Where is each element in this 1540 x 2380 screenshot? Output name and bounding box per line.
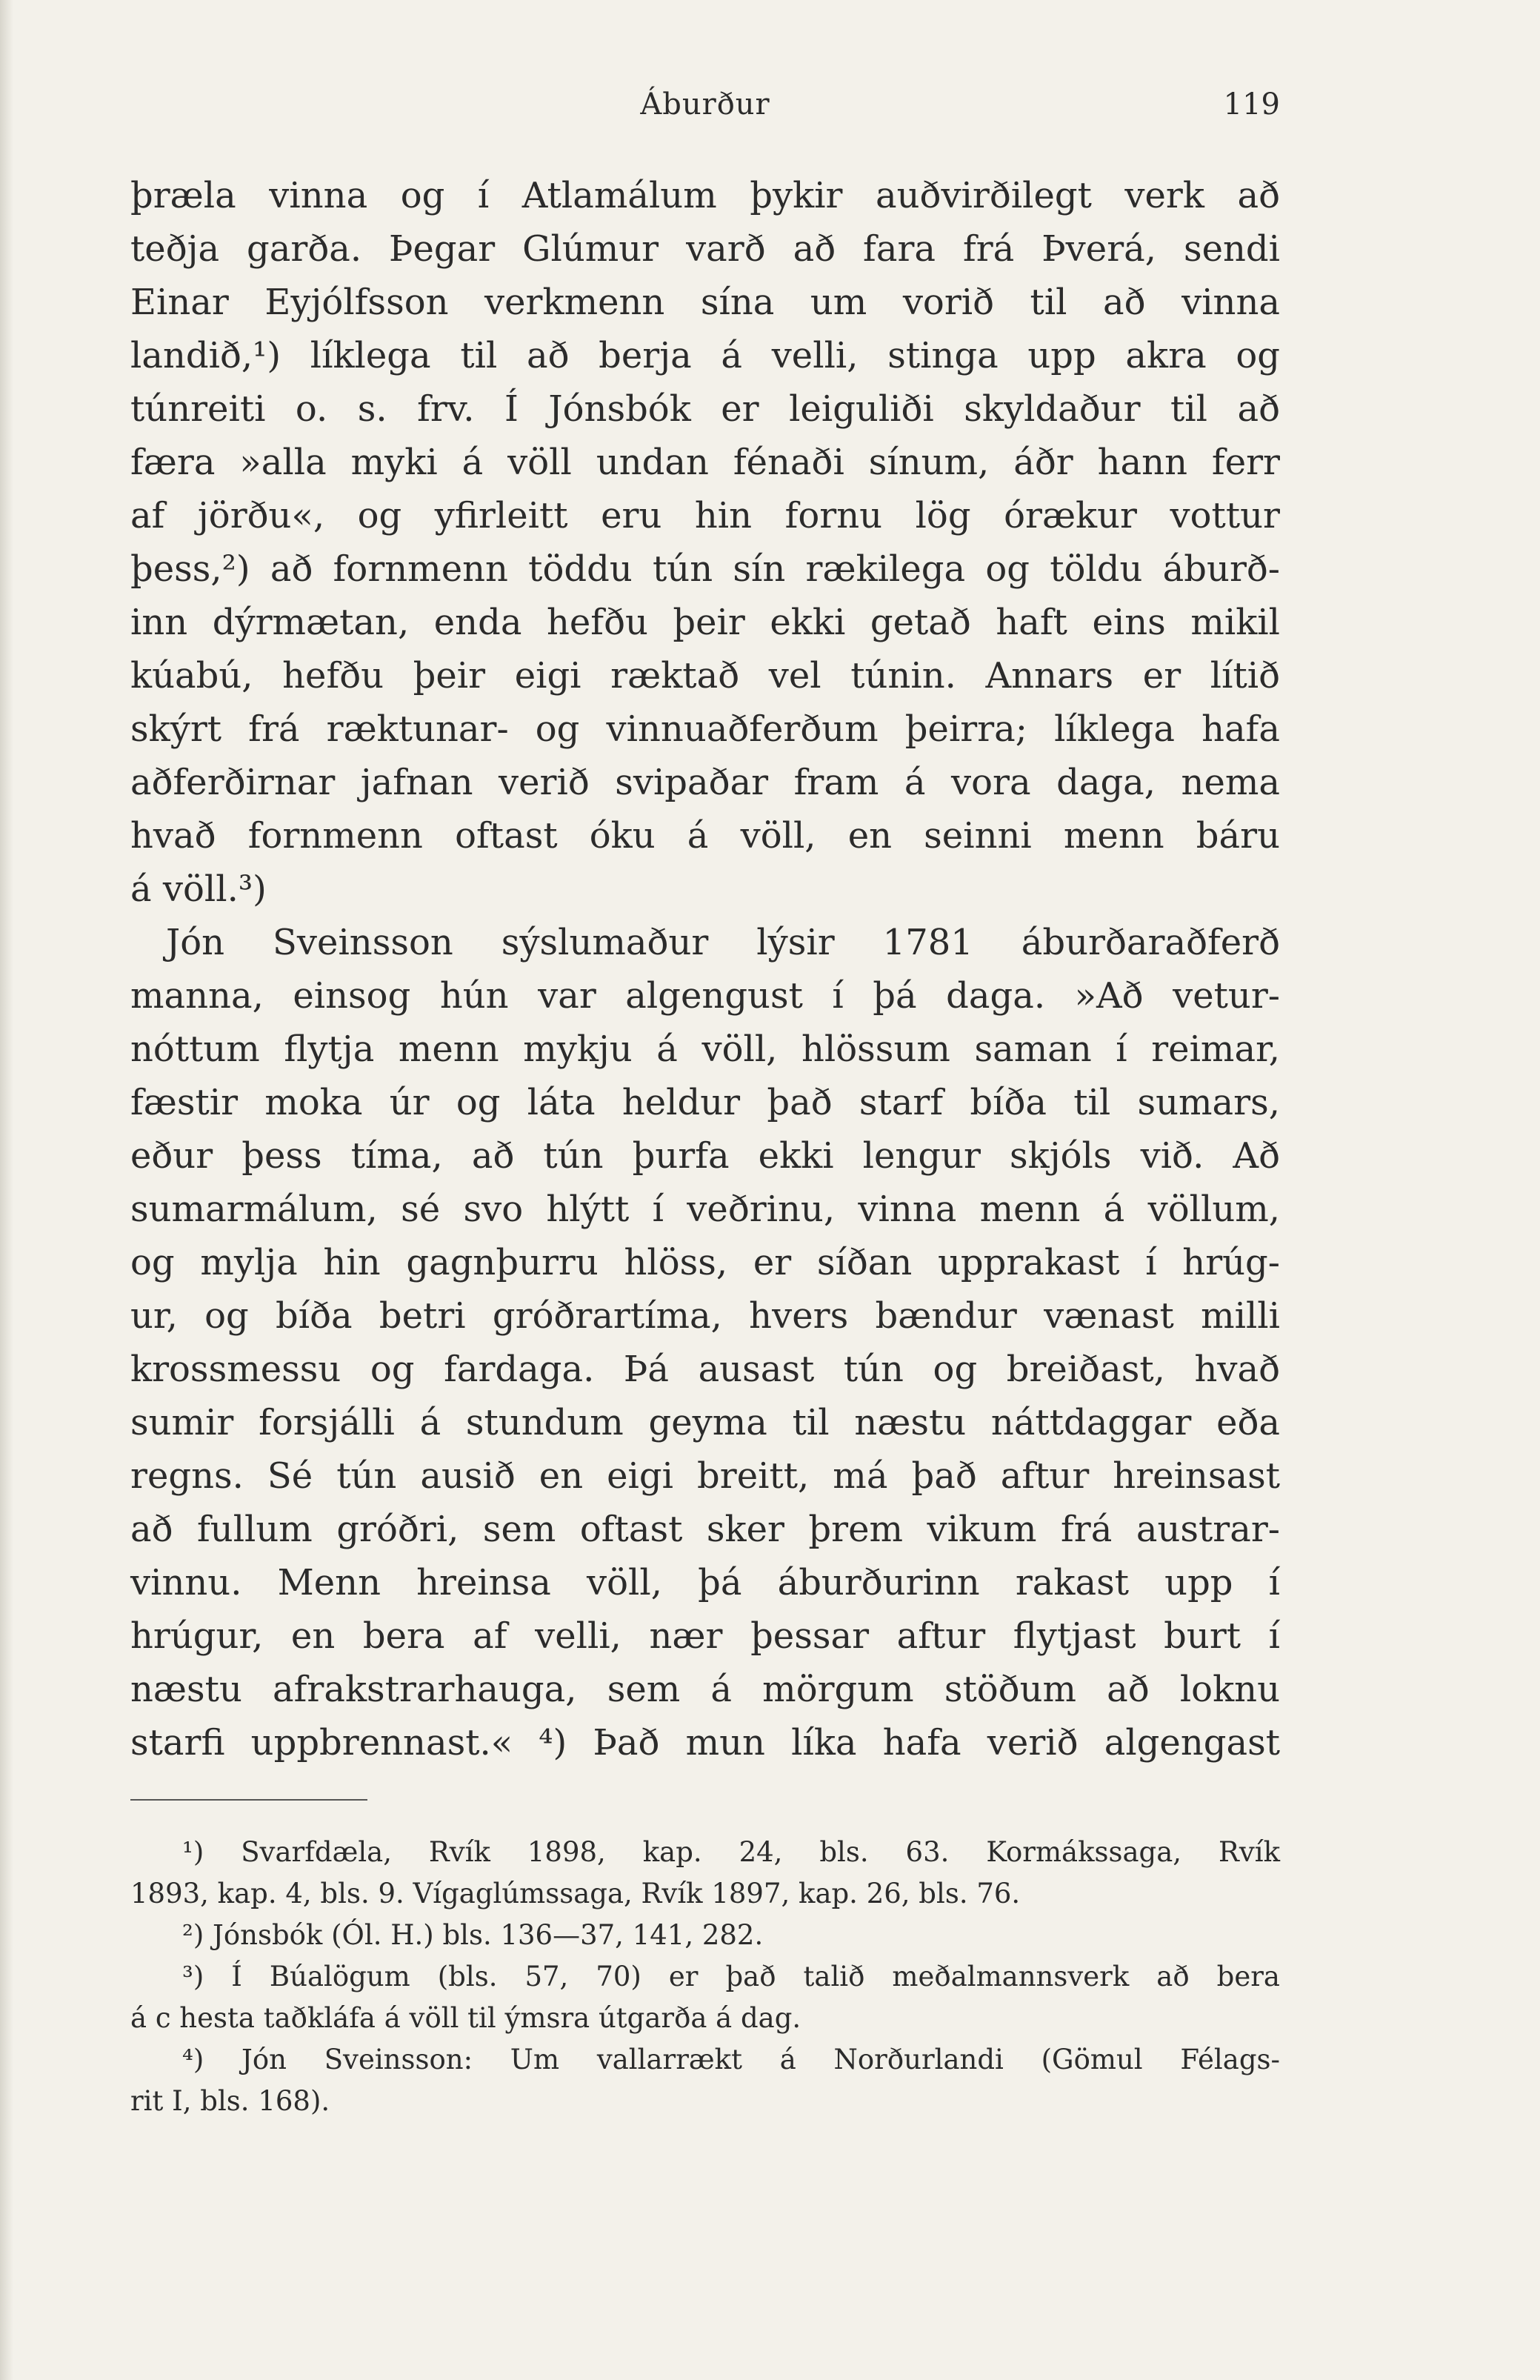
- text-line: fæstir moka úr og láta heldur það starf bíða til sumars,: [130, 1082, 1280, 1123]
- footnote-2: ²) Jónsbók (Ól. H.) bls. 136—37, 141, 282.: [182, 1919, 764, 1951]
- running-head: Áburður: [640, 87, 770, 122]
- text-line: sumarmálum, sé svo hlýtt í veðrinu, vinna menn á völlum,: [130, 1189, 1280, 1230]
- text-line: starfi uppbrennast.« ⁴) Það mun líka hafa verið algengast: [130, 1722, 1280, 1764]
- footnote-1: ¹) Svarfdæla, Rvík 1898, kap. 24, bls. 63. Kormákssaga, Rvík: [182, 1836, 1280, 1868]
- page-header: [130, 87, 1280, 132]
- text-line: nóttum flytja menn mykju á völl, hlössum saman í reimar,: [130, 1028, 1280, 1070]
- text-line: krossmessu og fardaga. Þá ausast tún og breiðast, hvað: [130, 1349, 1280, 1390]
- text-line: landið,¹) líklega til að berja á velli, stinga upp akra og: [130, 335, 1280, 376]
- text-line: af jörðu«, og yfirleitt eru hin fornu lög órækur vottur: [130, 495, 1280, 536]
- body-text: [130, 169, 1280, 1769]
- footnote-3-continued: á c hesta taðkláfa á völl til ýmsra útgarða á dag.: [130, 2002, 801, 2034]
- footnote-4-continued: rit I, bls. 168).: [130, 2085, 330, 2117]
- text-line: regns. Sé tún ausið en eigi breitt, má það aftur hreinsast: [130, 1455, 1280, 1497]
- text-line: teðja garða. Þegar Glúmur varð að fara frá Þverá, sendi: [130, 228, 1280, 270]
- text-line: Einar Eyjólfsson verkmenn sína um vorið til að vinna: [130, 282, 1280, 323]
- footnotes: [130, 1832, 1280, 2122]
- text-line: túnreiti o. s. frv. Í Jónsbók er leiguliði skyldaður til að: [130, 388, 1280, 430]
- text-line: og mylja hin gagnþurru hlöss, er síðan upprakast í hrúg-: [130, 1242, 1280, 1283]
- paragraph-start-line: Jón Sveinsson sýslumaður lýsir 1781 áburðaraðferð: [166, 922, 1280, 963]
- text-line: hvað fornmenn oftast óku á völl, en seinni menn báru: [130, 815, 1280, 857]
- text-line: sumir forsjálli á stundum geyma til næstu náttdaggar eða: [130, 1402, 1280, 1443]
- footnote-4: ⁴) Jón Sveinsson: Um vallarrækt á Norðurlandi (Gömul Félags-: [182, 2044, 1280, 2075]
- text-line: þess,²) að fornmenn töddu tún sín rækilega og töldu áburð-: [130, 548, 1280, 590]
- text-line: aðferðirnar jafnan verið svipaðar fram á vora daga, nema: [130, 762, 1280, 803]
- footnote-divider: [130, 1799, 367, 1801]
- page-number: 119: [1223, 87, 1280, 122]
- binding-edge: [0, 0, 13, 2380]
- text-line: ur, og bíða betri gróðrartíma, hvers bændur vænast milli: [130, 1295, 1280, 1337]
- text-line: hrúgur, en bera af velli, nær þessar aftur flytjast burt í: [130, 1615, 1280, 1657]
- text-line: þræla vinna og í Atlamálum þykir auðvirðilegt verk að: [130, 175, 1280, 216]
- text-line: að fullum gróðri, sem oftast sker þrem vikum frá austrar-: [130, 1509, 1280, 1550]
- footnote-3: ³) Í Búalögum (bls. 57, 70) er það talið meðalmannsverk að bera: [182, 1961, 1280, 1992]
- text-line: skýrt frá ræktunar- og vinnuaðferðum þeirra; líklega hafa: [130, 708, 1280, 750]
- text-line: færa »alla myki á völl undan fénaði sínum, áðr hann ferr: [130, 442, 1280, 483]
- text-line: næstu afrakstrarhauga, sem á mörgum stöðum að loknu: [130, 1669, 1280, 1710]
- text-line: inn dýrmætan, enda hefðu þeir ekki getað haft eins mikil: [130, 602, 1280, 643]
- footnote-1-continued: 1893, kap. 4, bls. 9. Vígaglúmssaga, Rvík 1897, kap. 26, bls. 76.: [130, 1878, 1021, 1909]
- text-line: manna, einsog hún var algengust í þá daga. »Að vetur-: [130, 975, 1280, 1017]
- text-line: eður þess tíma, að tún þurfa ekki lengur skjóls við. Að: [130, 1135, 1280, 1177]
- text-line: vinnu. Menn hreinsa völl, þá áburðurinn rakast upp í: [130, 1562, 1280, 1603]
- text-line: á völl.³): [130, 868, 267, 910]
- text-line: kúabú, hefðu þeir eigi ræktað vel túnin. Annars er lítið: [130, 655, 1280, 697]
